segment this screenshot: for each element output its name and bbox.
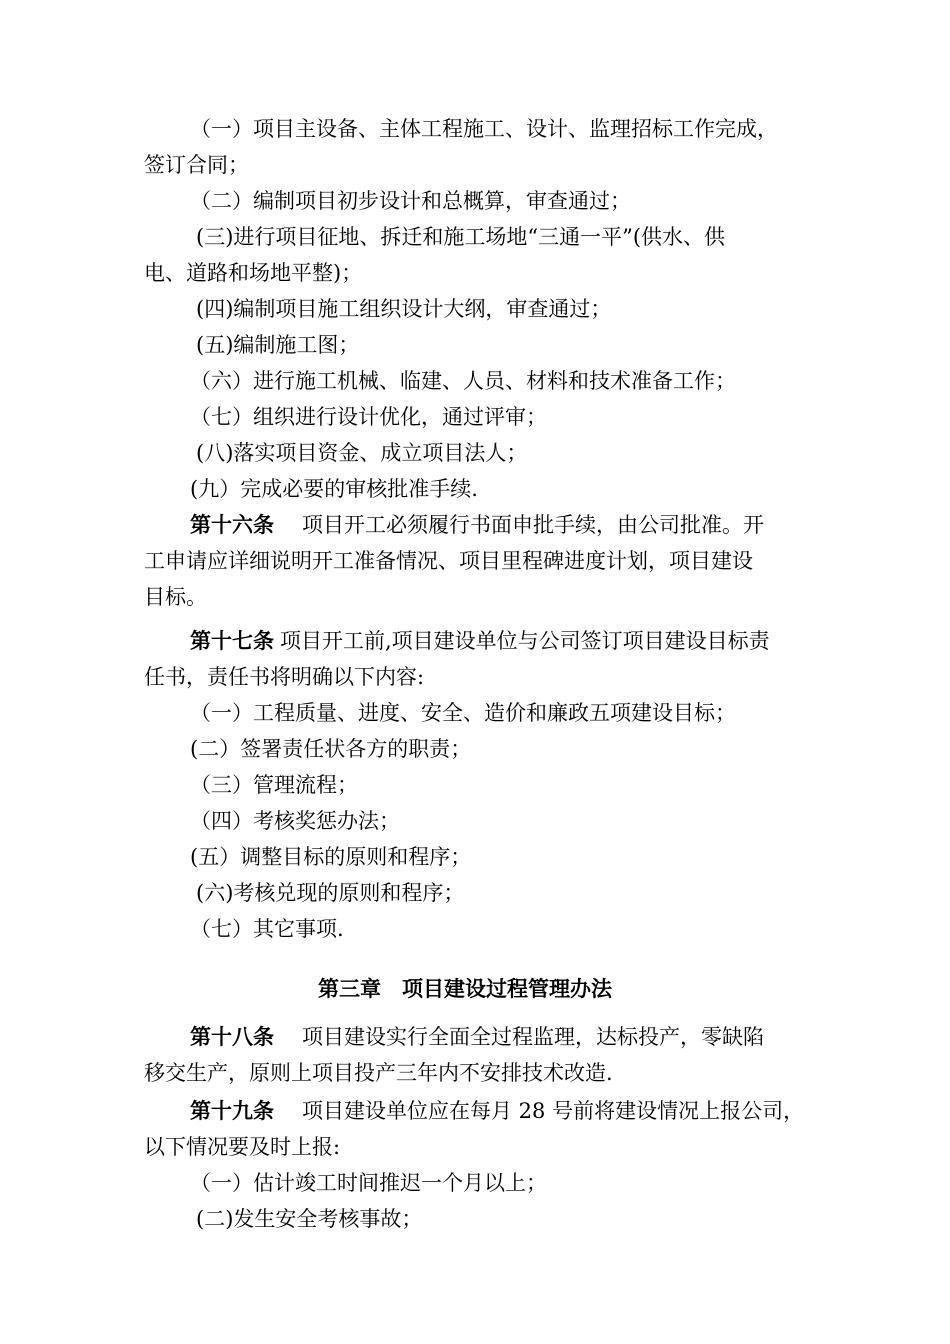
article-19-label: 第十九条 — [190, 1098, 274, 1123]
list-item-continuation: 签订合同； — [144, 153, 249, 177]
list-item: （一）项目主设备、主体工程施工、设计、监理招标工作完成， — [190, 117, 778, 141]
article-16-label: 第十六条 — [190, 512, 274, 537]
list-item: (五）调整目标的原则和程序； — [190, 845, 472, 869]
list-item: （七）组织进行设计优化，通过评审； — [190, 405, 547, 429]
article-16-text: 目标。 — [144, 585, 207, 609]
list-item: (二)发生安全考核事故； — [196, 1207, 423, 1231]
article-19-text: 项目建设单位应在每月 28 号前将建设情况上报公司， — [302, 1099, 805, 1123]
list-item: (三)进行项目征地、拆迁和施工场地“三通一平”(供水、供 — [196, 225, 726, 249]
article-17-label: 第十七条 — [190, 628, 274, 653]
list-item-continuation: 电、道路和场地平整)； — [144, 261, 363, 285]
list-item: (五)编制施工图； — [196, 333, 360, 357]
article-18-label: 第十八条 — [190, 1024, 274, 1049]
list-item: (二）签署责任状各方的职责； — [190, 737, 472, 761]
list-item: （一）估计竣工时间推迟一个月以上； — [190, 1171, 547, 1195]
list-item: （三）管理流程； — [190, 773, 358, 797]
list-item: (六)考核兑现的原则和程序； — [196, 881, 465, 905]
article-16-text: 工申请应详细说明开工准备情况、项目里程碑进度计划，项目建设 — [144, 549, 753, 573]
article-19-text: 以下情况要及时上报: — [144, 1135, 341, 1159]
list-item: （六）进行施工机械、临建、人员、材料和技术准备工作； — [190, 369, 736, 393]
list-item: (九）完成必要的审核批准手续. — [190, 477, 478, 501]
article-16-text: 项目开工必须履行书面申批手续，由公司批准。开 — [302, 513, 764, 537]
article-17-text: 任书，责任书将明确以下内容: — [144, 665, 425, 689]
article-17-text: 项目开工前,项目建设单位与公司签订项目建设目标责 — [280, 629, 770, 653]
list-item: （七）其它事项. — [190, 917, 344, 941]
list-item: （四）考核奖惩办法； — [190, 809, 400, 833]
article-18-text: 项目建设实行全面全过程监理，达标投产，零缺陷 — [302, 1025, 764, 1049]
list-item: (四)编制项目施工组织设计大纲，审查通过； — [196, 297, 612, 321]
list-item: （一）工程质量、进度、安全、造价和廉政五项建设目标； — [190, 701, 736, 725]
list-item: (八)落实项目资金、成立项目法人； — [196, 441, 528, 465]
list-item: （二）编制项目初步设计和总概算，审查通过； — [190, 189, 631, 213]
chapter-heading: 第三章 项目建设过程管理办法 — [318, 976, 612, 1001]
article-18-text: 移交生产，原则上项目投产三年内不安排技术改造. — [144, 1061, 613, 1085]
